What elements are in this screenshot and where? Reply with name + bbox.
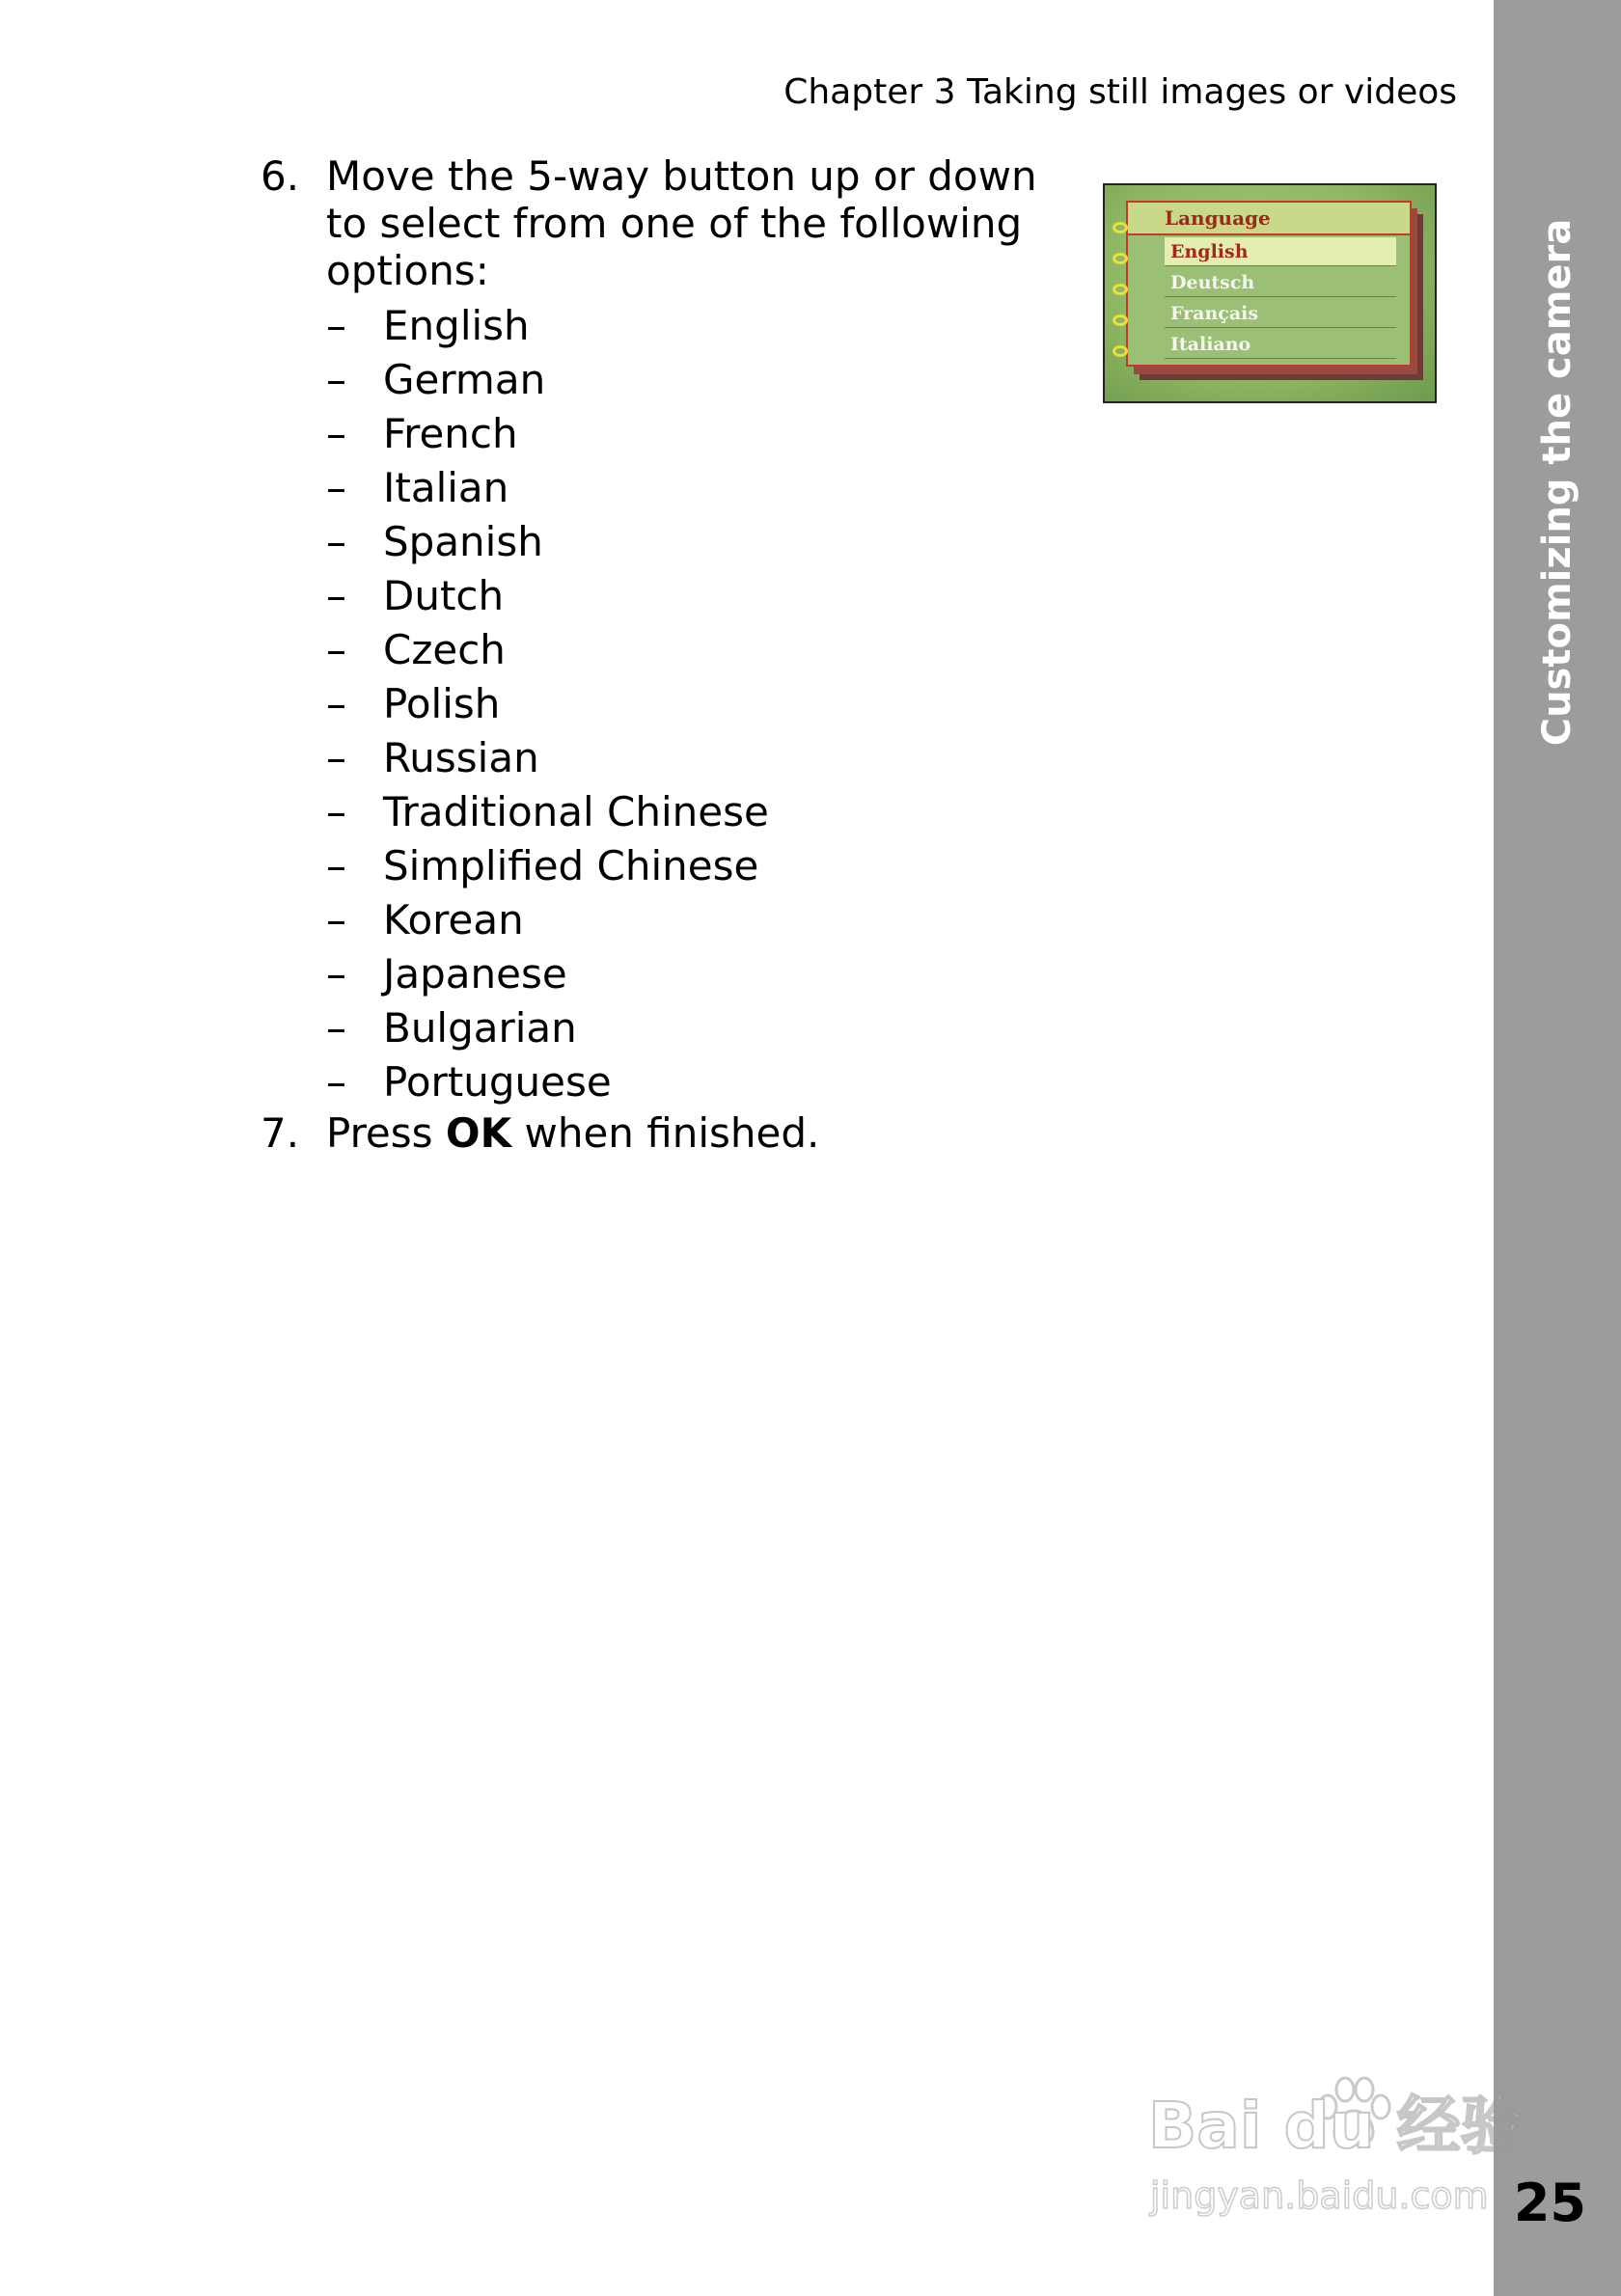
option-label: Italian	[383, 464, 509, 511]
watermark-url: jingyan.baidu.com	[1150, 2174, 1489, 2217]
step-text-after: when finished.	[511, 1109, 820, 1157]
list-item	[326, 785, 1071, 839]
language-options-list	[326, 299, 1071, 1109]
ok-button-label: OK	[445, 1109, 512, 1157]
chapter-sidebar	[1494, 0, 1621, 2296]
option-label: German	[383, 356, 546, 403]
binder-ring-icon	[1113, 314, 1128, 326]
dash-marker: –	[326, 734, 346, 781]
instructions	[261, 152, 1071, 1157]
list-item	[326, 461, 1071, 515]
dash-marker: –	[326, 302, 346, 349]
dash-marker: –	[326, 1004, 346, 1052]
dash-marker: –	[326, 950, 346, 998]
menu-item-italiano: Italiano	[1165, 330, 1396, 359]
list-item	[326, 731, 1071, 785]
option-label: Bulgarian	[383, 1004, 577, 1052]
list-item	[326, 1001, 1071, 1055]
step-6	[261, 152, 1071, 1109]
dash-marker: –	[326, 356, 346, 403]
binder-ring-icon	[1113, 345, 1128, 357]
step-text: Move the 5-way button up or down to select from one of the following options:	[326, 152, 1037, 294]
step-text-before: Press	[326, 1109, 446, 1157]
list-item	[326, 893, 1071, 947]
dash-marker: –	[326, 896, 346, 943]
menu-item-english: English	[1165, 237, 1396, 266]
page-number: 25	[1513, 2173, 1586, 2233]
list-item	[326, 623, 1071, 677]
menu-item-deutsch: Deutsch	[1165, 268, 1396, 297]
menu-item-francais: Français	[1165, 299, 1396, 328]
dash-marker: –	[326, 410, 346, 457]
option-label: French	[383, 410, 518, 457]
binder-ring-icon	[1113, 284, 1128, 295]
step-7	[261, 1109, 1071, 1157]
menu-title: Language	[1128, 203, 1410, 235]
language-menu-card	[1126, 201, 1412, 367]
option-label: English	[383, 302, 530, 349]
list-item	[326, 569, 1071, 623]
option-label: Dutch	[383, 572, 505, 619]
dash-marker: –	[326, 572, 346, 619]
dash-marker: –	[326, 788, 346, 835]
option-label: Traditional Chinese	[383, 788, 769, 835]
list-item	[326, 839, 1071, 893]
dash-marker: –	[326, 464, 346, 511]
option-label: Portuguese	[383, 1058, 612, 1106]
camera-language-screen	[1103, 183, 1437, 403]
watermark	[1148, 2074, 1525, 2228]
option-label: Czech	[383, 626, 506, 673]
dash-marker: –	[326, 680, 346, 727]
option-label: Korean	[383, 896, 524, 943]
option-label: Japanese	[383, 950, 567, 998]
option-label: Simplified Chinese	[383, 842, 759, 889]
list-item	[326, 515, 1071, 569]
list-item	[326, 353, 1071, 407]
list-item	[326, 947, 1071, 1001]
sidebar-section-title: Customizing the camera	[1535, 218, 1580, 747]
chapter-header: Chapter 3 Taking still images or videos	[783, 72, 1457, 112]
binder-ring-icon	[1113, 253, 1128, 264]
dash-marker: –	[326, 1058, 346, 1106]
dash-marker: –	[326, 842, 346, 889]
list-item	[326, 299, 1071, 353]
option-label: Polish	[383, 680, 501, 727]
option-label: Russian	[383, 734, 539, 781]
step-number: 6.	[261, 152, 300, 200]
watermark-logo-text: Bai du 经验	[1148, 2089, 1525, 2163]
step-number: 7.	[261, 1109, 300, 1157]
list-item	[326, 1055, 1071, 1109]
binder-ring-icon	[1113, 222, 1128, 233]
step-text	[326, 1109, 1071, 1157]
dash-marker: –	[326, 518, 346, 565]
list-item	[326, 677, 1071, 731]
dash-marker: –	[326, 626, 346, 673]
option-label: Spanish	[383, 518, 543, 565]
list-item	[326, 407, 1071, 461]
